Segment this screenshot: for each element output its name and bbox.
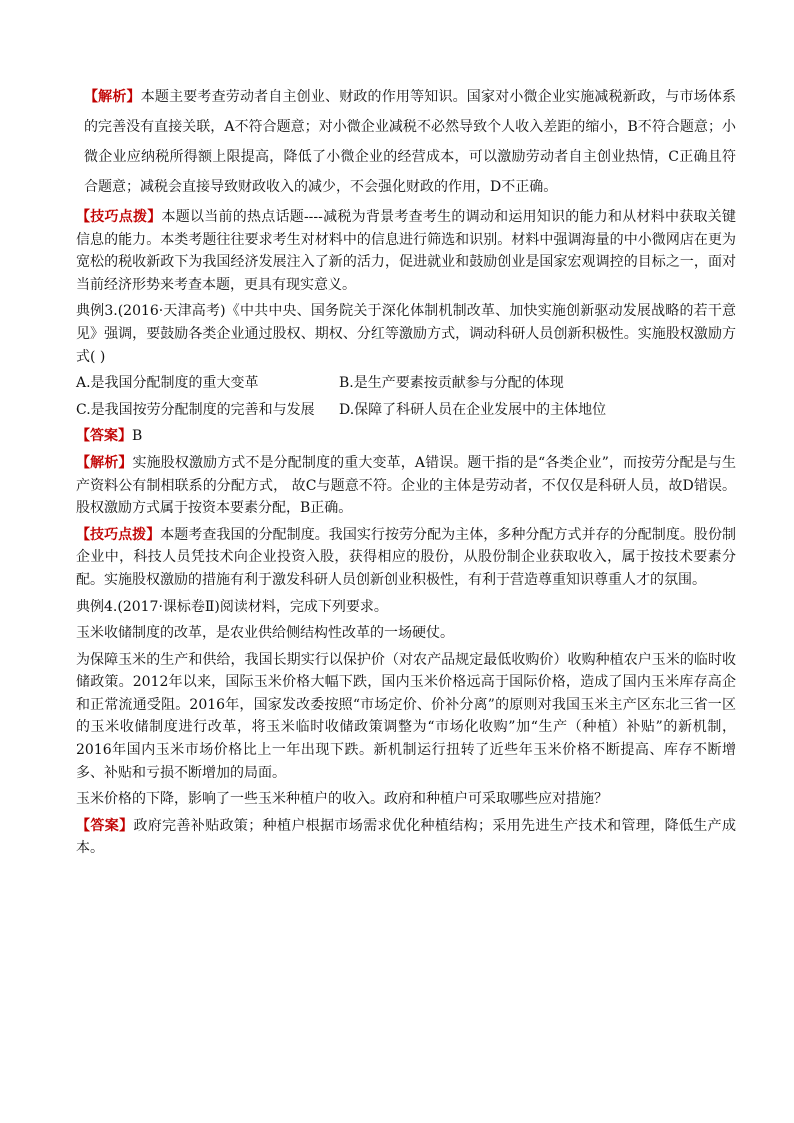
tip-paragraph-1 <box>76 206 736 296</box>
material-paragraph <box>76 649 736 785</box>
material-text-2: 为保障玉米的生产和供给，我国长期实行以保护价（对农产品规定最低收购价）收购种植农户玉米的临时收储政策。2012年以来，国际玉米价格大幅下跌，国内玉米价格远高于国际价格，造成了国内玉米库存高企和正常流通受阻。2016年，国家发改委按照“市场定价、价补分离”的原则对我国玉米主产区东北三省一区的玉米收储制度进行改革，将玉米临时收储政策调整为“市场化收购”加“生产（种植）补贴”的新机制，2016年国内玉米市场价格比上一年出现下跌。新机制运行扭转了近些年玉米价格不断提高、库存不断增多、补贴和亏损不断增加的局面。 <box>76 651 736 781</box>
analysis-text: 本题主要考查劳动者自主创业、财政的作用等知识。国家对小微企业实施减税新政，与市场体系的完善没有直接关联，A不符合题意；对小微企业减税不必然导致个人收入差距的缩小，B不符合题意；小微企业应纳税所得额上限提高，降低了小微企业的经营成本，可以激励劳动者自主创业热情，C正确且符合题意；减税会直接导致财政收入的减少，不会强化财政的作用，D不正确。 <box>84 89 737 195</box>
document-page <box>76 82 736 860</box>
option-b: B.是生产要素按贡献参与分配的体现 <box>339 375 564 392</box>
analysis-text: 实施股权激励方式不是分配制度的重大变革，A错误。题干指的是“各类企业”，而按劳分配是与生产资料公有制相联系的分配方式， 故C与题意不符。企业的主体是劳动者，不仅仅是科研人员，故D错误。股权激励方式属于按资本要素分配，B正确。 <box>76 454 736 517</box>
option-row-2 <box>76 399 736 422</box>
answer-tag: 【答案】 <box>76 428 132 445</box>
tip-tag: 【技巧点拨】 <box>76 526 161 543</box>
analysis-tag: 【解析】 <box>84 89 141 105</box>
analysis-paragraph-1 <box>76 82 736 202</box>
analysis-paragraph-2 <box>76 452 736 520</box>
tip-text: 本题以当前的热点话题----减税为背景考查考生的调动和运用知识的能力和从材料中获取关键信息的能力。本类考题往往要求考生对材料中的信息进行筛选和识别。材料中强调海量的中小微网店在更为宽松的税收新政下为我国经济发展注入了新的活力，促进就业和鼓励创业是国家宏观调控的目标之一，面对当前经济形势来考查本题，更具有现实意义。 <box>76 209 737 293</box>
answer-text: B <box>132 428 143 445</box>
answer-line-1 <box>76 425 736 448</box>
option-d: D.保障了科研人员在企业发展中的主体地位 <box>339 401 607 418</box>
option-c: C.是我国按劳分配制度的完善和与发展 <box>76 401 315 418</box>
tip-paragraph-2 <box>76 524 736 592</box>
option-row-1 <box>76 372 736 395</box>
example-3-question <box>76 300 736 368</box>
tip-text: 本题考查我国的分配制度。我国实行按劳分配为主体，多种分配方式并存的分配制度。股份制企业中，科技人员凭技术向企业投资入股，获得相应的股份，从股份制企业获取收入，属于按技术要素分配。实施股权激励的措施有利于激发科研人员创新创业积极性，有利于营造尊重知识尊重人才的氛围。 <box>76 526 737 588</box>
analysis-tag: 【解析】 <box>76 454 133 471</box>
question-line <box>76 788 736 811</box>
answer-tag: 【答案】 <box>76 817 134 834</box>
option-a: A.是我国分配制度的重大变革 <box>76 375 259 392</box>
question-text: 玉米价格的下降，影响了一些玉米种植户的收入。政府和种植户可采取哪些应对措施？ <box>76 791 608 808</box>
tip-tag: 【技巧点拨】 <box>76 209 162 225</box>
answer-text: 政府完善补贴政策；种植户根据市场需求优化种植结构；采用先进生产技术和管理，降低生产成本。 <box>76 817 737 857</box>
example-3-stem: 典例3.(2016·天津高考)《中共中央、国务院关于深化体制机制改革、加快实施创新驱动发展战略的若干意见》强调，要鼓励各类企业通过股权、期权、分红等激励方式，调动科研人员创新积极性。实施股权激励方式( ) <box>76 303 736 365</box>
answer-line-2 <box>76 815 736 860</box>
material-line-1 <box>76 622 736 645</box>
example-4-title: 典例4.(2017·课标卷Ⅱ)阅读材料，完成下列要求。 <box>76 598 388 615</box>
material-text-1: 玉米收储制度的改革，是农业供给侧结构性改革的一场硬仗。 <box>76 625 454 642</box>
example-4-heading <box>76 596 736 619</box>
